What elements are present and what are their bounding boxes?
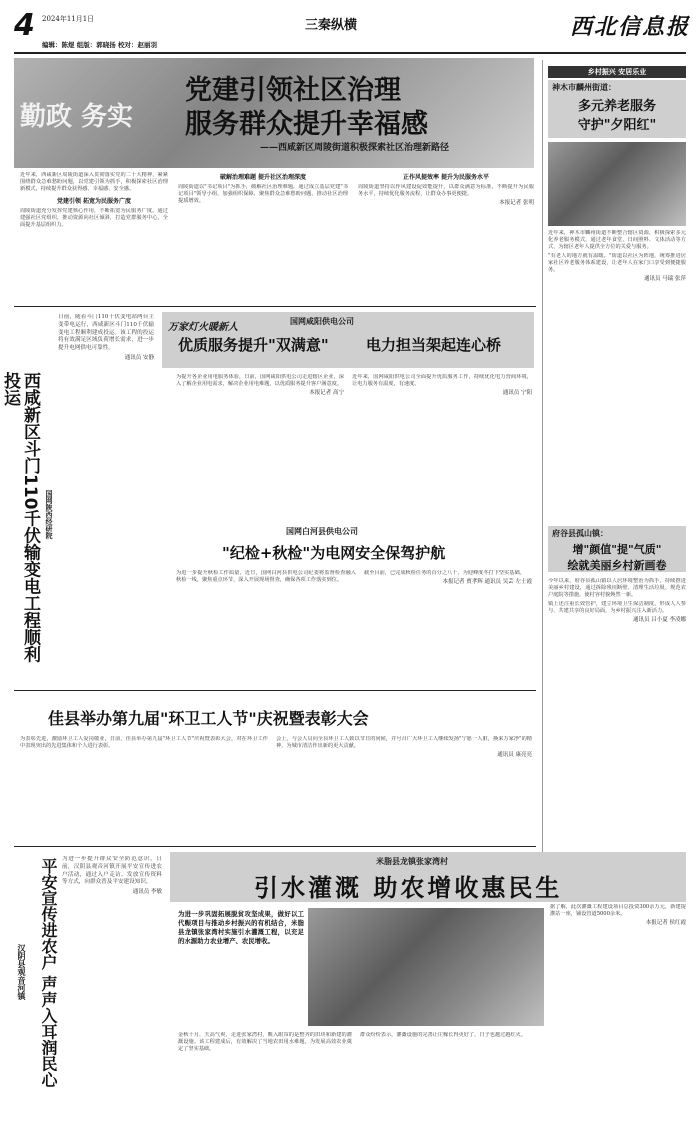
issue-date: 2024年11月1日 (42, 15, 95, 23)
right-photo (548, 142, 686, 226)
lead-para: 周陵街道坚持以作风建设促效能提升，以群众满意为标准，不断提升为民服务水平，持续优化服务流程，让群众办事更便捷。 (358, 184, 534, 197)
section-rule (14, 846, 536, 847)
page-number: 4 (14, 8, 35, 43)
bottom-photo (308, 908, 544, 1026)
feature-col2 (276, 736, 532, 836)
lead-para: 周陵街道充分发挥党建核心作用，不断拓宽为民服务广度。通过建强社区党组织，推动资源向社区倾斜，打造党群服务中心，全面提升基层组织力。 (20, 208, 168, 228)
lead-para: 周陵街道以"书记项目"为抓手，破解社区治理难题。通过成立基层党建"书记项目"领导小组，加强组织保障，聚焦群众急难愁盼问题，推动社区治理提质增效。 (178, 184, 348, 204)
lead-heading: 党建引领 拓宽为民服务广度 (56, 198, 132, 205)
right-byline: 通讯员 马瑞 张萍 (644, 276, 686, 282)
side2-vertical-title: 平安宣传进农户 声声入耳润民心 (39, 858, 58, 1088)
side1-vertical-title: 西咸新区斗门110千伏输变电工程顺利投运 (0, 372, 40, 663)
right-kicker-bar (548, 66, 686, 78)
editors-line: 编辑：陈煜 组版：郭晓扬 校对：赵丽羽 (42, 41, 158, 49)
right2-body (548, 578, 686, 890)
lead-byline: 本报记者 张明 (499, 200, 534, 206)
bottom-deck-text: 为进一步巩固拓展脱贫攻坚成果，做好以工代赈项目与推动乡村振兴的有机结合，米脂县龙镇张家湾村实施引水灌溉工程，以充足的水源助力农业增产、农民增收。 (178, 910, 304, 945)
mid-col2 (352, 374, 532, 476)
bottom-deck (178, 910, 304, 1014)
bottom-byline: 本报记者 侯红霞 (645, 920, 686, 926)
right-para: "有老人的地方就有温暖。"街道以社区为阵地，统筹推进居家社区养老服务体系建设，让老年人在家门口享受到便捷服务。 (548, 253, 686, 273)
right-body (548, 230, 686, 520)
section-rule (14, 306, 536, 307)
mid-org2: 国网白河县供电公司 (286, 526, 358, 536)
mid-col1 (176, 374, 344, 476)
mid-para: 近年来，国网咸阳供电公司全面提升优质服务工作，持续优化电力营商环境，让电力服务有温度、有速度。 (352, 374, 532, 387)
right2-title-line2: 绘就美丽乡村新画卷 (567, 559, 667, 572)
side2-byline: 通讯员 李敏 (132, 889, 162, 896)
lead-title-line2: 服务群众提升幸福感 (185, 109, 428, 140)
right-title-line2: 守护"夕阳红" (577, 118, 657, 133)
side1-byline: 通讯员 安静 (124, 354, 154, 361)
mid-col3 (176, 570, 356, 682)
mid-org: 国网咸阳供电公司 (290, 316, 354, 326)
mid-para: 截至目前，已完成秋检任务的百分之八十，为迎峰度冬打下坚实基础。 (364, 570, 525, 576)
mid-title1: 优质服务提升"双满意" (178, 336, 329, 354)
side1-org: 国网陕西经研院 (45, 490, 54, 539)
right-place: 神木市麟州街道： (552, 82, 616, 92)
paper-name: 西北信息报 (570, 15, 691, 40)
lead-para: 近年来，西咸新区周陵街道深入贯彻落实党的二十大精神，紧紧围绕群众急难愁盼问题，以党建引领为抓手，积极探索社区治理新模式，持续提升群众获得感、幸福感、安全感。 (20, 172, 168, 192)
bottom-para: 据了解，此次灌溉工程建设项目总投资300余万元，新建提灌站一座，铺设管道5000余米。 (550, 904, 686, 917)
mid-logo: 万家灯火暖新人 (168, 322, 238, 333)
mid-byline: 通讯员 宁阳 (502, 390, 532, 396)
bottom-col2 (360, 1032, 536, 1126)
feature-col1 (20, 736, 268, 836)
bottom-title: 引水灌溉 助农增收惠民生 (254, 874, 563, 902)
side2-para: 为进一步提升群众安全防范意识，日前，汉阴县观音河镇开展平安宣传进农户活动，通过入户走访、发放宣传资料等方式，向群众普及平安建设知识。 (62, 856, 162, 886)
lead-heading: 正作风提效率 提升为民服务水平 (402, 174, 490, 181)
lead-col2 (178, 172, 348, 300)
feature-title: 佳县举办第九届"环卫工人节"庆祝暨表彰大会 (48, 709, 369, 728)
bottom-para: 群众纷纷表示，灌溉设施的完善让庄稼长得更好了，日子也越过越红火。 (360, 1032, 527, 1038)
bottom-col1 (178, 1032, 352, 1126)
column-title: 三秦纵横 (305, 18, 358, 33)
side2-org: 汉阴县观音河镇 (17, 944, 27, 1000)
header-rule (14, 52, 686, 54)
right-column-divider (542, 60, 543, 890)
mid-title2: 电力担当架起连心桥 (366, 336, 502, 354)
right2-title-box (548, 526, 686, 572)
mid-title3: "纪检+秋检"为电网安全保驾护航 (222, 544, 446, 562)
right-title-line1: 多元养老服务 (577, 99, 656, 114)
mid-col4 (364, 570, 532, 682)
mid-para: 为提升各企业用电服务体验，日前，国网咸阳供电公司走进辖区企业，深入了解企业用电需求，解决企业用电难题，以优质服务提升客户满意度。 (176, 374, 344, 387)
bottom-para: 金秋十月，天高气爽，走进张家湾村，映入眼帘的是整齐的田块和新建的灌溉设施。该工程建成后，有效解决了当地农田用水难题，为发展高效农业奠定了坚实基础。 (178, 1032, 352, 1052)
side1-para: 日前，随着斗门110千伏变电站两台主变带电运行，西咸新区斗门110千伏输变电工程顺利建成投运。该工程的投运将有效满足区域负荷增长需求，进一步提升电网供电可靠性。 (58, 314, 154, 352)
right-title-box (548, 80, 686, 138)
section-rule (14, 690, 536, 691)
right-kicker-label: 乡村振兴 安居乐业 (587, 67, 647, 76)
side2-body (62, 856, 162, 1126)
lead-col3 (358, 172, 534, 300)
bottom-col3 (550, 904, 686, 1126)
lead-heading: 破解治理难题 提升社区治理深度 (219, 174, 307, 181)
feature-para: 为表彰先进，激励环卫工人爱岗敬业，日前，佳县举办第九届"环卫工人节"庆祝暨表彰大会，对在环卫工作中表现突出的先进集体和个人进行表彰。 (20, 736, 268, 749)
bottom-place: 米脂县龙镇张家湾村 (376, 856, 448, 866)
side1-body (58, 314, 154, 686)
right2-para: 镇上还注重长效管护，建立环境卫生保洁制度，形成人人参与、共建共享的良好局面，为乡村振兴注入新活力。 (548, 601, 686, 614)
lead-col1 (20, 172, 168, 300)
feature-para: 会上，与会人员向全县环卫工人致以节日的问候，并号召广大环卫工人继续发扬"宁愿一人脏，换来万家净"的精神，为城市清洁作出新的更大贡献。 (276, 736, 532, 749)
mid-para: 为进一步提升秋检工作质量，近日，国网白河县供电公司纪委将监督检查融入秋检一线，聚焦重点环节，深入开展现场督查，确保各项工作落实到位。 (176, 570, 356, 583)
photo-sign-text: 勤政 务实 (20, 102, 134, 132)
right-para: 近年来，神木市麟州街道不断整合辖区资源，积极探索多元化养老服务模式，通过老年食堂、日间照料、文体活动等方式，为辖区老年人提供全方位的关爱与服务。 (548, 230, 686, 250)
right2-byline: 通讯员 吕小夏 李凌娜 (633, 617, 686, 623)
lead-subtitle: ——西咸新区周陵街道积极探索社区治理新路径 (260, 143, 450, 153)
lead-title-line1: 党建引领社区治理 (185, 75, 401, 106)
mid-byline: 本报记者 高宁 (309, 390, 344, 396)
right2-title-line1: 增"颜值"提"气质" (572, 543, 662, 556)
right2-para: 今年以来，府谷县孤山镇以人居环境整治为抓手，持续推进美丽乡村建设，通过拆除残垣断壁、清理生活垃圾、规范农户庭院等措施，使村容村貌焕然一新。 (548, 578, 686, 598)
right2-place: 府谷县孤山镇： (552, 528, 608, 538)
mid-byline: 本报记者 贾孝辉 通讯员 吴芸 左士霞 (442, 579, 532, 585)
feature-byline: 通讯员 康亮亮 (497, 752, 532, 758)
